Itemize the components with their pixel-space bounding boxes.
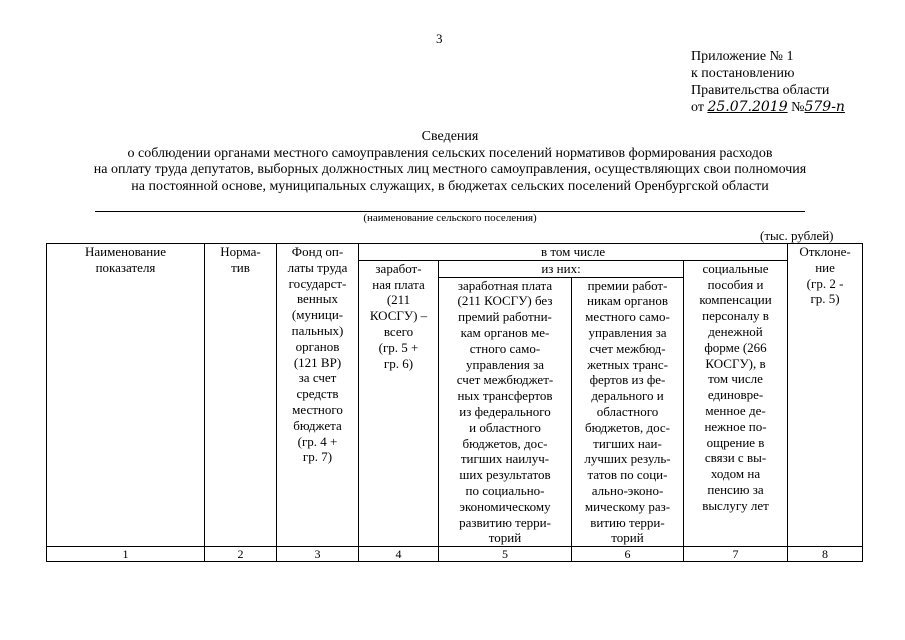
title-line-1: о соблюдении органами местного самоуправления сельских поселений нормативов формирования расходов xyxy=(127,145,773,161)
page-number: 3 xyxy=(436,31,443,46)
header-deviation: Отклоне- ние (гр. 2 - гр. 5) xyxy=(788,244,863,547)
column-number: 6 xyxy=(572,547,684,562)
header-including: в том числе xyxy=(359,244,788,261)
header-salary-without-bonuses: заработная плата (211 КОСГУ) без премий работни- кам органов ме- стного само- управления за счет межбюджет- ных трансфертов из федерального и областного бюджетов, дос- тигших наилуч- ших результатов по социально- экономическому развитию терри- торий xyxy=(439,277,572,547)
header-bonuses: премии работ- никам органов местного само- управления за счет межбюд- жетных транс- фертов из фе- дерального и областного бюджетов, дос- тигших наи- лучших резуль- татов по соци- ально-эконо- мическому раз- витию терри- торий xyxy=(572,277,684,547)
number-prefix: № xyxy=(791,100,805,115)
header-indicator-name: Наименование показателя xyxy=(47,244,205,547)
appendix-line-2: к постановлению xyxy=(691,66,795,81)
title-line-2: на оплату труда депутатов, выборных должностных лиц местного самоуправления, осуществляющих свои полномочия xyxy=(93,162,807,177)
appendix-block xyxy=(691,48,845,116)
date-prefix: от xyxy=(691,100,704,115)
settlement-name-caption: (наименование сельского поселения) xyxy=(363,212,537,224)
header-of-them: из них: xyxy=(439,260,684,277)
units-label: (тыс. рублей) xyxy=(760,228,834,243)
header-norm: Норма- тив xyxy=(205,244,277,547)
appendix-line-3: Правительства области xyxy=(691,83,830,98)
header-wage-fund: Фонд оп- латы труда государст- венных (муници- пальных) органов (121 ВР) за счет средств местного бюджета (гр. 4 + гр. 7) xyxy=(277,244,359,547)
handwritten-number: 579-п xyxy=(804,99,845,115)
column-number: 3 xyxy=(277,547,359,562)
title-heading: Сведения xyxy=(421,129,479,144)
column-number: 1 xyxy=(47,547,205,562)
header-salary-total: заработ- ная плата (211 КОСГУ) – всего (гр. 5 + гр. 6) xyxy=(359,260,439,546)
title-line-3: на постоянной основе, муниципальных служащих, в бюджетах сельских поселений Оренбургской области xyxy=(131,178,769,194)
appendix-line-1: Приложение № 1 xyxy=(691,49,794,64)
data-table xyxy=(46,243,863,562)
column-number: 4 xyxy=(359,547,439,562)
column-number: 5 xyxy=(439,547,572,562)
handwritten-date: 25.07.2019 xyxy=(707,99,788,115)
column-number: 7 xyxy=(684,547,788,562)
header-social-benefits: социальные пособия и компенсации персоналу в денежной форме (266 КОСГУ), в том числе единовре- менное де- нежное по- ощрение в связи с вы- ходом на пенсию за выслугу лет xyxy=(684,260,788,546)
document-title xyxy=(40,129,860,195)
appendix-date-line xyxy=(691,99,845,116)
column-number: 8 xyxy=(788,547,863,562)
column-number: 2 xyxy=(205,547,277,562)
